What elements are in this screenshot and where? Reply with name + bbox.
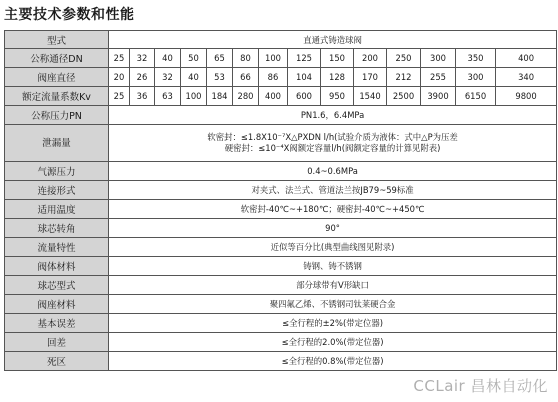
seat-cell: 86	[259, 68, 288, 87]
kv-cell: 950	[321, 87, 354, 106]
table-row	[5, 68, 557, 87]
table-row	[5, 125, 557, 162]
kv-cell: 36	[130, 87, 155, 106]
seat-cell: 300	[456, 68, 496, 87]
dn-cell: 350	[456, 49, 496, 68]
kv-cell: 280	[233, 87, 259, 106]
basic-error-value: ≤全行程的±2%(带定位器)	[109, 314, 557, 333]
kv-cell: 25	[109, 87, 130, 106]
table-row	[5, 200, 557, 219]
seat-cell: 212	[387, 68, 421, 87]
body-material-value: 铸钢、铸不锈钢	[109, 257, 557, 276]
leakage-value	[109, 125, 557, 162]
ball-type-value: 部分球带有V形缺口	[109, 276, 557, 295]
seat-cell: 104	[288, 68, 321, 87]
seat-cell: 66	[233, 68, 259, 87]
dn-cell: 32	[130, 49, 155, 68]
kv-cell: 2500	[387, 87, 421, 106]
leakage-soft-seal-text: 软密封：≤1.8X10⁻⁷X△PXDN l/h(试验介质为液体：式中△P为压差	[207, 132, 458, 142]
seat-cell: 128	[321, 68, 354, 87]
table-row	[5, 181, 557, 200]
dn-cell: 300	[421, 49, 456, 68]
table-row	[5, 238, 557, 257]
table-row	[5, 352, 557, 371]
air-pressure-label: 气源压力	[5, 162, 109, 181]
table-row	[5, 31, 557, 49]
leakage-hard-seal-text: 硬密封：≤10⁻⁴X阀额定容量l/h(阀额定容量的计算见附表)	[224, 143, 441, 153]
kv-cell: 9800	[496, 87, 557, 106]
table-row	[5, 295, 557, 314]
dead-band-label: 死区	[5, 352, 109, 371]
watermark: CCLair 昌林自动化	[413, 377, 548, 395]
connection-value: 对夹式、法兰式、管道法兰按JB79~59标准	[109, 181, 557, 200]
dn-cell: 150	[321, 49, 354, 68]
seat-label: 阀座直径	[5, 68, 109, 87]
table-row	[5, 219, 557, 238]
seat-cell: 32	[155, 68, 181, 87]
seat-material-label: 阀座材料	[5, 295, 109, 314]
header-value: 直通式铸造球阀	[109, 31, 557, 49]
kv-cell: 63	[155, 87, 181, 106]
page-title: 主要技术参数和性能	[4, 7, 135, 23]
seat-cell: 40	[181, 68, 207, 87]
kv-cell: 600	[288, 87, 321, 106]
header-label: 型式	[5, 31, 109, 49]
rotation-label: 球芯转角	[5, 219, 109, 238]
kv-cell: 100	[181, 87, 207, 106]
table-row	[5, 49, 557, 68]
hysteresis-label: 回差	[5, 333, 109, 352]
dn-cell: 125	[288, 49, 321, 68]
spec-table	[4, 30, 557, 371]
kv-label: 额定流量系数Kv	[5, 87, 109, 106]
table-row	[5, 333, 557, 352]
seat-cell: 170	[354, 68, 387, 87]
dn-cell: 65	[207, 49, 233, 68]
kv-cell: 3900	[421, 87, 456, 106]
dn-cell: 400	[496, 49, 557, 68]
dn-cell: 80	[233, 49, 259, 68]
table-row	[5, 257, 557, 276]
dn-cell: 25	[109, 49, 130, 68]
temperature-label: 适用温度	[5, 200, 109, 219]
kv-cell: 184	[207, 87, 233, 106]
pressure-label: 公称压力PN	[5, 106, 109, 125]
connection-label: 连接形式	[5, 181, 109, 200]
rotation-value: 90°	[109, 219, 557, 238]
dn-cell: 200	[354, 49, 387, 68]
pressure-value: PN1.6，6.4MPa	[109, 106, 557, 125]
leakage-label: 泄漏量	[5, 125, 109, 162]
dead-band-value: ≤全行程的0.8%(带定位器)	[109, 352, 557, 371]
seat-cell: 340	[496, 68, 557, 87]
dn-cell: 40	[155, 49, 181, 68]
kv-cell: 1540	[354, 87, 387, 106]
kv-cell: 6150	[456, 87, 496, 106]
basic-error-label: 基本误差	[5, 314, 109, 333]
seat-material-value: 聚四氟乙烯、不锈钢司钛莱硬合金	[109, 295, 557, 314]
flow-characteristic-label: 流量特性	[5, 238, 109, 257]
seat-cell: 20	[109, 68, 130, 87]
seat-cell: 255	[421, 68, 456, 87]
table-row	[5, 106, 557, 125]
dn-cell: 100	[259, 49, 288, 68]
dn-label: 公称通径DN	[5, 49, 109, 68]
dn-cell: 50	[181, 49, 207, 68]
table-row	[5, 314, 557, 333]
temperature-value: 软密封-40℃~+180℃；硬密封-40℃~+450℃	[109, 200, 557, 219]
kv-cell: 400	[259, 87, 288, 106]
flow-characteristic-value: 近似等百分比(典型曲线图见附录)	[109, 238, 557, 257]
dn-cell: 250	[387, 49, 421, 68]
body-material-label: 阀体材料	[5, 257, 109, 276]
seat-cell: 26	[130, 68, 155, 87]
table-row	[5, 276, 557, 295]
table-row	[5, 87, 557, 106]
table-row	[5, 162, 557, 181]
ball-type-label: 球芯型式	[5, 276, 109, 295]
air-pressure-value: 0.4~0.6MPa	[109, 162, 557, 181]
seat-cell: 53	[207, 68, 233, 87]
hysteresis-value: ≤全行程的2.0%(带定位器)	[109, 333, 557, 352]
